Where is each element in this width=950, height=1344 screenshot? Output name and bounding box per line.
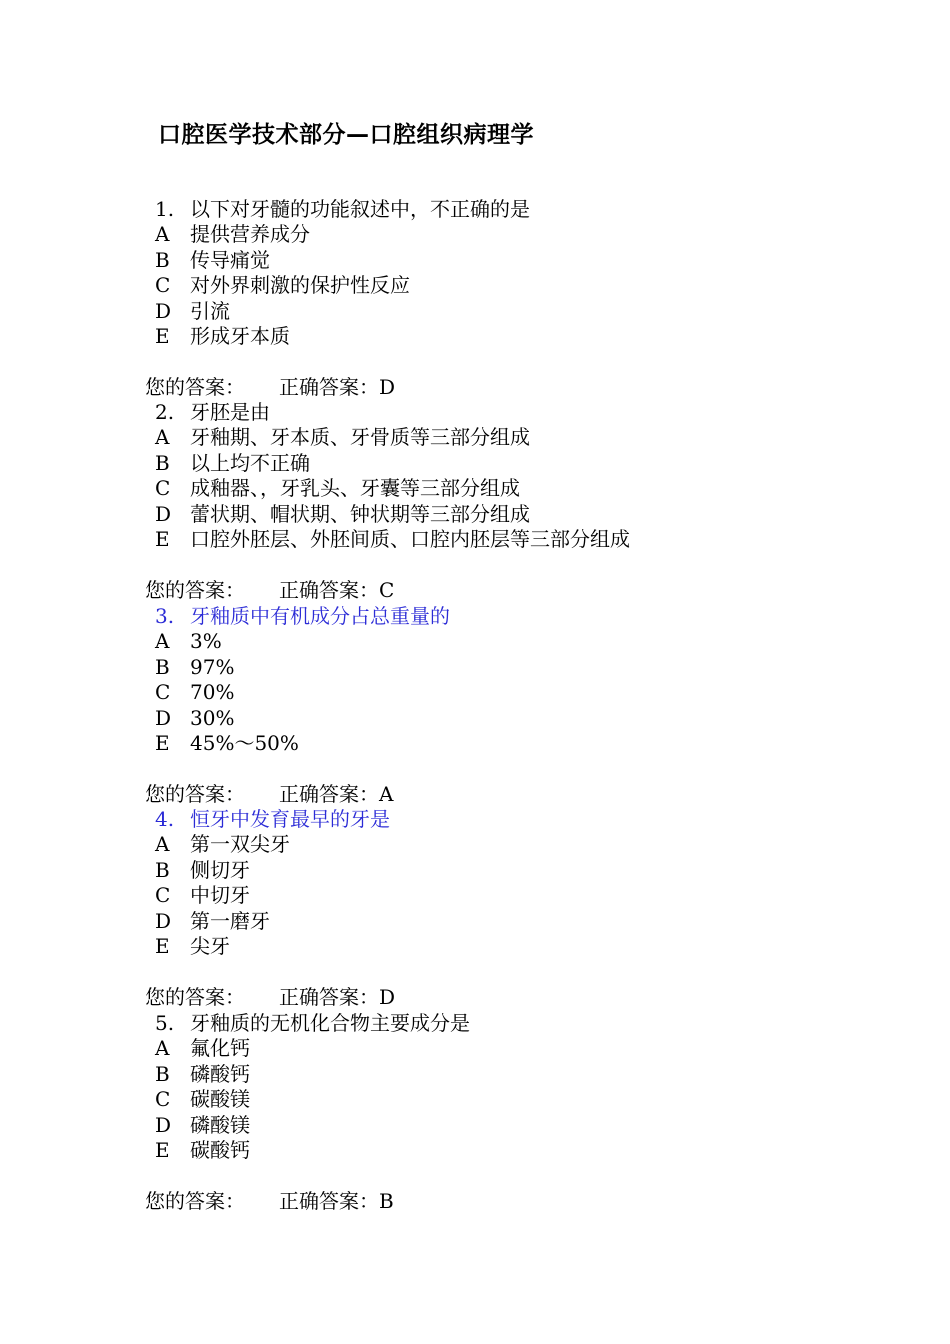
question-stem: 牙胚是由 (190, 400, 270, 424)
option-e (145, 934, 905, 959)
answer-line (145, 1189, 905, 1214)
option-letter: D (155, 1112, 172, 1137)
option-b (145, 1062, 905, 1087)
option-text: 氟化钙 (190, 1036, 250, 1061)
option-e (145, 324, 905, 349)
question-5 (145, 1011, 905, 1214)
option-e (145, 731, 905, 756)
option-text: 蕾状期、帽状期、钟状期等三部分组成 (190, 501, 530, 526)
option-letter: B (155, 1061, 170, 1086)
your-answer-label: 您的答案： (145, 1188, 245, 1213)
option-letter: C (155, 1087, 171, 1112)
option-text: 磷酸镁 (190, 1112, 250, 1137)
option-text: 第一磨牙 (190, 908, 270, 933)
option-text: 70% (190, 680, 235, 705)
option-text: 对外界刺激的保护性反应 (190, 273, 410, 298)
question-stem: 以下对牙髓的功能叙述中，不正确的是 (190, 197, 530, 221)
option-letter: B (155, 450, 170, 475)
option-text: 口腔外胚层、外胚间质、口腔内胚层等三部分组成 (190, 526, 630, 551)
option-letter: C (155, 883, 171, 908)
option-text: 形成牙本质 (190, 323, 290, 348)
question-number: 4. (155, 807, 175, 831)
option-c (145, 680, 905, 705)
option-d (145, 909, 905, 934)
option-text: 45%～50% (190, 730, 299, 755)
question-stem: 牙釉质中有机成分占总重量的 (190, 604, 450, 628)
option-letter: D (155, 501, 172, 526)
option-letter: E (155, 1137, 170, 1162)
option-letter: E (155, 323, 170, 348)
option-text: 第一双尖牙 (190, 832, 290, 857)
option-c (145, 1087, 905, 1112)
question-stem: 恒牙中发育最早的牙是 (190, 807, 390, 831)
option-letter: A (155, 832, 170, 857)
page-title: 口腔医学技术部分—口腔组织病理学 (158, 122, 534, 148)
option-letter: A (155, 222, 170, 247)
option-b (145, 451, 905, 476)
option-text: 以上均不正确 (190, 450, 310, 475)
correct-answer: 正确答案：D (279, 984, 396, 1009)
option-letter: C (155, 680, 171, 705)
option-letter: A (155, 629, 170, 654)
option-text: 引流 (190, 298, 230, 323)
question-4 (145, 807, 905, 1010)
option-text: 成釉器、，牙乳头、牙囊等三部分组成 (190, 476, 520, 501)
option-a (145, 222, 905, 247)
option-text: 97% (190, 654, 235, 679)
option-text: 30% (190, 705, 235, 730)
option-letter: A (155, 425, 170, 450)
option-d (145, 1113, 905, 1138)
your-answer-label: 您的答案： (145, 781, 245, 806)
option-letter: C (155, 273, 171, 298)
question-1 (145, 197, 905, 400)
correct-answer: 正确答案：D (279, 374, 396, 399)
option-text: 碳酸镁 (190, 1087, 250, 1112)
option-text: 碳酸钙 (190, 1137, 250, 1162)
question-number: 2. (155, 400, 175, 424)
option-a (145, 832, 905, 857)
option-e (145, 1138, 905, 1163)
option-letter: D (155, 705, 172, 730)
option-letter: D (155, 908, 172, 933)
option-letter: B (155, 654, 170, 679)
option-c (145, 476, 905, 501)
option-letter: B (155, 247, 170, 272)
question-number: 3. (155, 604, 175, 628)
option-letter: E (155, 933, 170, 958)
your-answer-label: 您的答案： (145, 577, 245, 602)
your-answer-label: 您的答案： (145, 984, 245, 1009)
option-letter: E (155, 730, 170, 755)
option-letter: B (155, 857, 170, 882)
option-text: 中切牙 (190, 883, 250, 908)
answer-line (145, 578, 905, 603)
question-3 (145, 604, 905, 807)
answer-line (145, 782, 905, 807)
answer-line (145, 375, 905, 400)
answer-line (145, 985, 905, 1010)
option-d (145, 706, 905, 731)
question-stem-line (145, 197, 905, 222)
option-letter: D (155, 298, 172, 323)
correct-answer: 正确答案：A (279, 781, 394, 806)
correct-answer: 正确答案：C (279, 577, 395, 602)
option-d (145, 299, 905, 324)
option-text: 牙釉期、牙本质、牙骨质等三部分组成 (190, 425, 530, 450)
question-stem: 牙釉质的无机化合物主要成分是 (190, 1011, 470, 1035)
option-text: 提供营养成分 (190, 222, 310, 247)
option-text: 传导痛觉 (190, 247, 270, 272)
option-letter: C (155, 476, 171, 501)
option-c (145, 883, 905, 908)
question-number: 1. (155, 197, 175, 221)
option-c (145, 273, 905, 298)
question-number: 5. (155, 1011, 175, 1035)
option-a (145, 1036, 905, 1061)
question-stem-line (145, 807, 905, 832)
question-stem-line (145, 604, 905, 629)
option-a (145, 629, 905, 654)
your-answer-label: 您的答案： (145, 374, 245, 399)
question-stem-line (145, 400, 905, 425)
option-b (145, 858, 905, 883)
option-letter: E (155, 526, 170, 551)
option-e (145, 527, 905, 552)
option-text: 3% (190, 629, 222, 654)
option-d (145, 502, 905, 527)
question-stem-line (145, 1011, 905, 1036)
correct-answer: 正确答案：B (279, 1188, 394, 1213)
option-b (145, 655, 905, 680)
option-letter: A (155, 1036, 170, 1061)
option-text: 尖牙 (190, 933, 230, 958)
option-a (145, 425, 905, 450)
question-2 (145, 400, 905, 603)
option-b (145, 248, 905, 273)
option-text: 磷酸钙 (190, 1061, 250, 1086)
option-text: 侧切牙 (190, 857, 250, 882)
